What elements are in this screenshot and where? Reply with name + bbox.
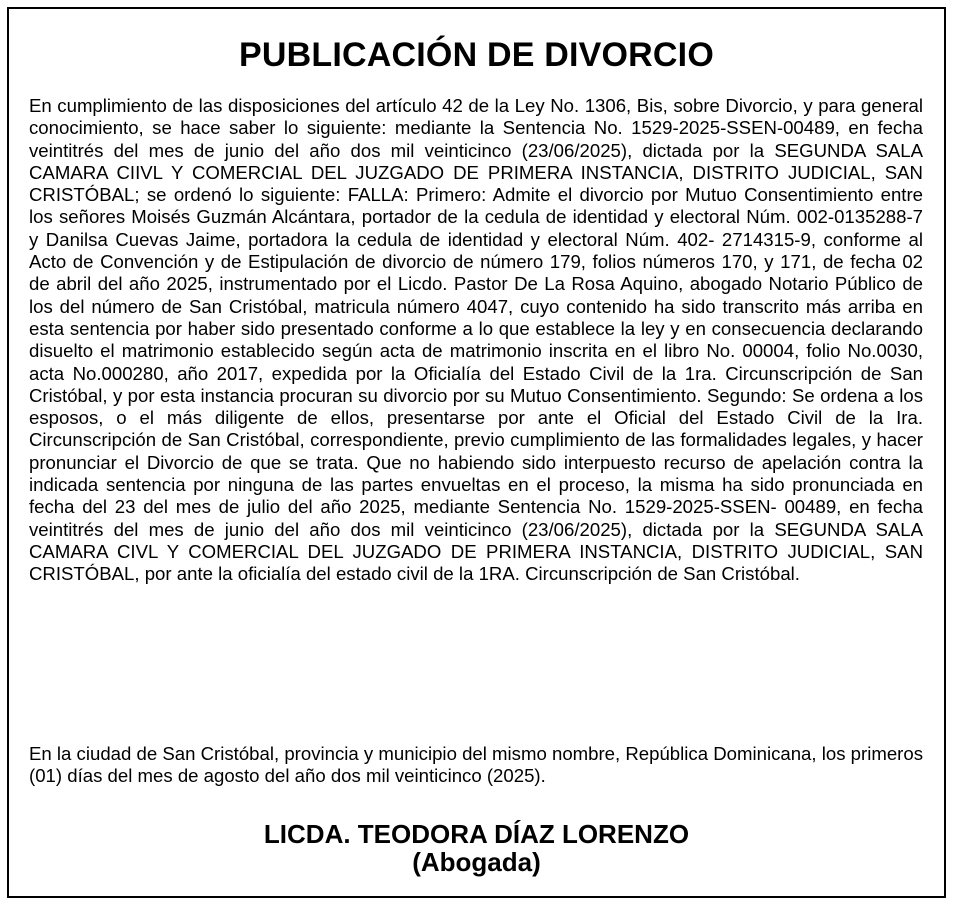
- legal-notice-frame: [7, 7, 946, 898]
- notice-title: PUBLICACIÓN DE DIVORCIO: [239, 36, 714, 74]
- notice-closing-paragraph: En la ciudad de San Cristóbal, provincia y municipio del mismo nombre, República Dominicana, los primeros (01) días del mes de agosto del año dos mil veinticinco (2025).: [29, 743, 923, 787]
- signer-name: LICDA. TEODORA DÍAZ LORENZO: [263, 819, 690, 849]
- signer-role: (Abogada): [412, 847, 541, 877]
- notice-body-paragraph: En cumplimiento de las disposiciones del artículo 42 de la Ley No. 1306, Bis, sobre Divorcio, y para general conocimiento, se hace saber lo siguiente: mediante la Sentencia No. 1529-2025-SSEN-00489, en fecha veintitrés del mes de junio del año dos mil veinticinco (23/06/2025), dictada por la SEGUNDA SALA CAMARA CIIVL Y COMERCIAL DEL JUZGADO DE PRIMERA INSTANCIA, DISTRITO JUDICIAL, SAN CRISTÓBAL; se ordenó lo siguiente: FALLA: Primero: Admite el divorcio por Mutuo Consentimiento entre los señores Moisés Guzmán Alcántara, portador de la cedula de identidad y electoral Núm. 002-0135288-7 y Danilsa Cuevas Jaime, portadora la cedula de identidad y electoral Núm. 402- 2714315-9, conforme al Acto de Convención y de Estipulación de divorcio de número 179, folios números 170, y 171, de fecha 02 de abril del año 2025, instrumentado por el Licdo. Pastor De La Rosa Aquino, abogado Notario Público de los del número de San Cristóbal, matricula número 4047, cuyo contenido ha sido transcrito más arriba en esta sentencia por haber sido presentado conforme a lo que establece la ley y en consecuencia declarando disuelto el matrimonio establecido según acta de matrimonio inscrita en el libro No. 00004, folio No.0030, acta No.000280, año 2017, expedida por la Oficialía del Estado Civil de la 1ra. Circunscripción de San Cristóbal, y por esta instancia procuran su divorcio por su Mutuo Consentimiento. Segundo: Se ordena a los esposos, o el más diligente de ellos, presentarse por ante el Oficial del Estado Civil de la Ira. Circunscripción de San Cristóbal, correspondiente, previo cumplimiento de las formalidades legales, y hacer pronunciar el Divorcio de que se trata. Que no habiendo sido interpuesto recurso de apelación contra la indicada sentencia por ninguna de las partes envueltas en el proceso, la misma ha sido pronunciada en fecha del 23 del mes de julio del año 2025, mediante Sentencia No. 1529-2025-SSEN- 00489, en fecha veintitrés del mes de junio del año dos mil veinticinco (23/06/2025), dictada por la SEGUNDA SALA CAMARA CIVL Y COMERCIAL DEL JUZGADO DE PRIMERA INSTANCIA, DISTRITO JUDICIAL, SAN CRISTÓBAL, por ante la oficialía del estado civil de la 1RA. Circunscripción de San Cristóbal.: [29, 95, 923, 585]
